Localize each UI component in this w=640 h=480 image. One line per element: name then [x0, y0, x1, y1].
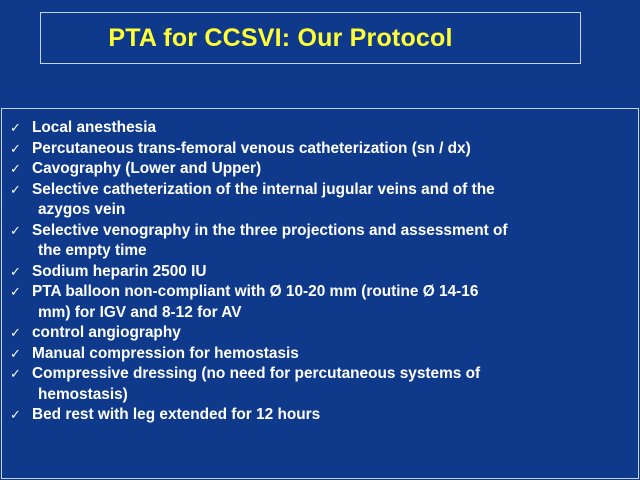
list-item-line: Selective catheterization of the internal jugular veins and of the	[32, 180, 495, 198]
protocol-list	[10, 118, 630, 426]
list-item-text	[32, 139, 630, 160]
slide-title: PTA for CCSVI: Our Protocol	[108, 23, 453, 52]
list-item-text	[32, 180, 630, 221]
list-item-line: Cavography (Lower and Upper)	[32, 160, 262, 177]
list-item	[10, 139, 630, 160]
list-item-line: Compressive dressing (no need for percutaneous systems of	[32, 365, 481, 382]
list-item-text	[32, 221, 630, 262]
list-item	[10, 323, 630, 344]
list-item-line: control angiography	[32, 324, 181, 341]
title-box	[40, 12, 581, 64]
checkmark-icon: ✓	[10, 222, 21, 238]
checkmark-icon: ✓	[10, 140, 21, 156]
list-item-continuation-line: azygos vein	[38, 201, 126, 218]
list-item-text	[32, 118, 630, 139]
checkmark-icon: ✓	[10, 181, 21, 197]
list-item-text	[32, 159, 630, 180]
checkmark-icon: ✓	[10, 263, 21, 279]
list-item	[10, 364, 630, 405]
list-item-line: Bed rest with leg extended for 12 hours	[32, 406, 321, 423]
list-item	[10, 262, 630, 283]
list-item-text	[32, 323, 630, 344]
content-box	[1, 108, 639, 479]
list-item-continuation-line: hemostasis)	[38, 385, 128, 403]
list-item-text	[32, 364, 630, 405]
list-item-text	[32, 344, 630, 365]
checkmark-icon: ✓	[10, 325, 21, 340]
checkmark-icon: ✓	[10, 407, 21, 422]
checkmark-icon: ✓	[10, 366, 21, 381]
list-item-continuation-line: the empty time	[38, 242, 147, 259]
list-item-line: PTA balloon non-compliant with Ø 10-20 mm (routine Ø 14-16	[32, 283, 479, 300]
list-item	[10, 282, 630, 323]
list-item-text	[32, 282, 630, 323]
list-item-continuation-line: mm) for IGV and 8-12 for AV	[38, 303, 242, 321]
list-item-line: Selective venography in the three projections and assessment of	[32, 221, 508, 239]
list-item-text	[32, 262, 630, 283]
checkmark-icon: ✓	[10, 161, 21, 176]
list-item-line: Sodium heparin 2500 IU	[32, 262, 207, 280]
checkmark-icon: ✓	[10, 345, 21, 361]
list-item-line: Local anesthesia	[32, 119, 157, 136]
checkmark-icon: ✓	[10, 284, 21, 299]
list-item	[10, 405, 630, 426]
list-item	[10, 221, 630, 262]
list-item	[10, 118, 630, 139]
list-item-line: Manual compression for hemostasis	[32, 344, 299, 362]
list-item	[10, 159, 630, 180]
checkmark-icon: ✓	[10, 120, 21, 135]
list-item-line: Percutaneous trans-femoral venous catheterization (sn / dx)	[32, 139, 471, 157]
list-item-text	[32, 405, 630, 426]
list-item	[10, 180, 630, 221]
list-item	[10, 344, 630, 365]
